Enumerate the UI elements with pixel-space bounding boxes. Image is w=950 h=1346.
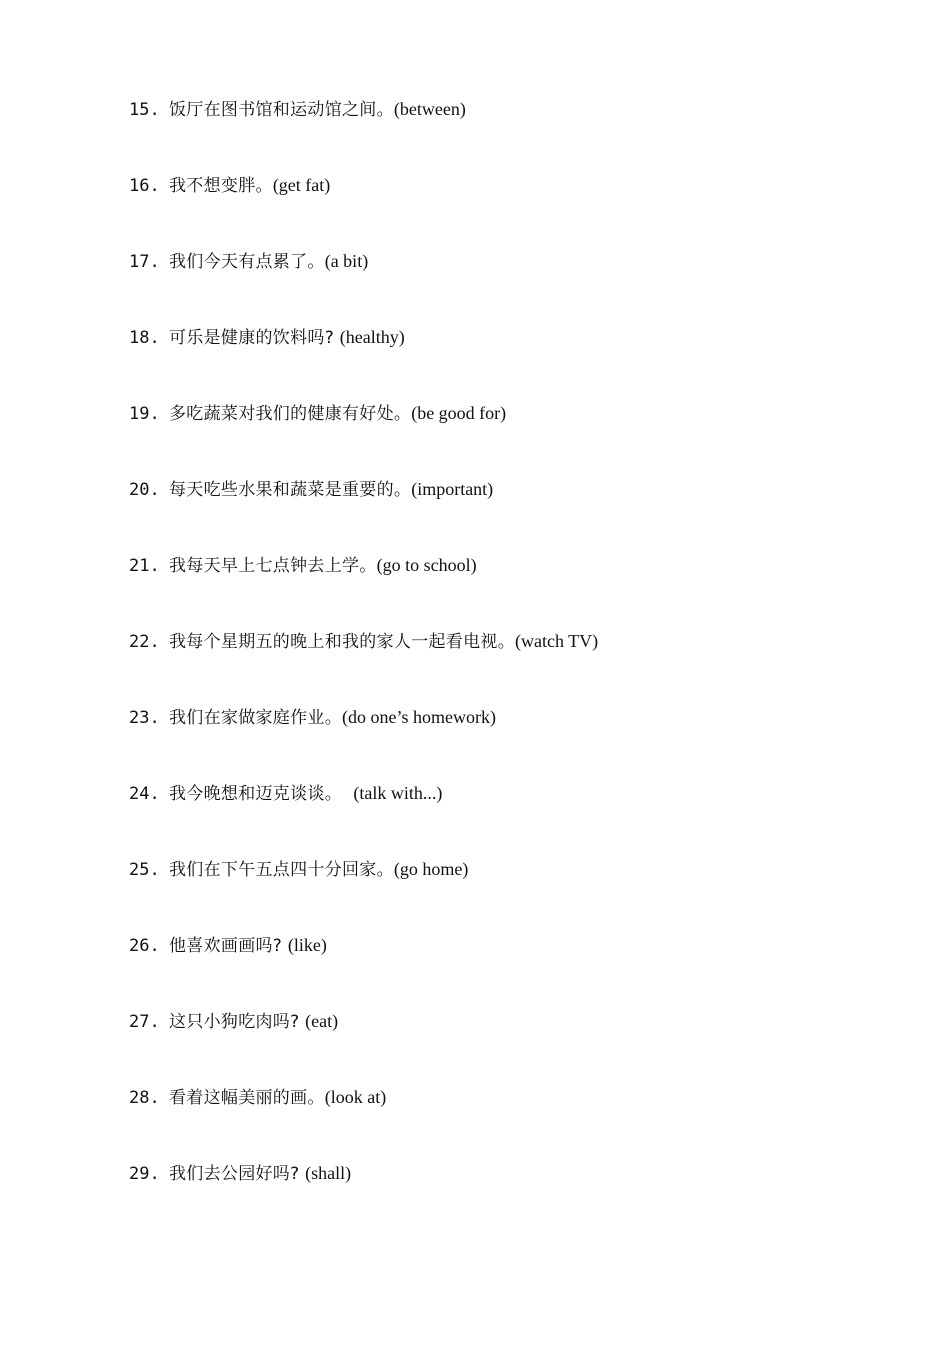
item-number: 28. — [129, 1088, 160, 1108]
exercise-item-23 — [129, 705, 496, 729]
item-number: 21. — [129, 556, 160, 576]
english-hint: (eat) — [305, 1011, 339, 1031]
english-hint: (watch TV) — [515, 631, 599, 651]
item-number: 23. — [129, 708, 160, 728]
english-hint: (a bit) — [324, 251, 369, 271]
chinese-sentence: 我们今天有点累了。 — [169, 252, 325, 272]
exercise-item-27 — [129, 1009, 338, 1033]
english-hint: (look at) — [324, 1087, 387, 1107]
chinese-sentence: 我们在家做家庭作业。 — [169, 708, 342, 728]
chinese-sentence: 每天吃些水果和蔬菜是重要的。 — [169, 480, 412, 500]
item-number: 16. — [129, 176, 160, 196]
item-number: 15. — [129, 100, 160, 120]
item-number: 20. — [129, 480, 160, 500]
exercise-item-28 — [129, 1085, 386, 1109]
item-number: 22. — [129, 632, 160, 652]
chinese-sentence: 我每天早上七点钟去上学。 — [169, 556, 377, 576]
chinese-sentence: 我们在下午五点四十分回家。 — [169, 860, 394, 880]
item-number: 19. — [129, 404, 160, 424]
english-hint: (go home) — [393, 859, 469, 879]
exercise-item-25 — [129, 857, 468, 881]
exercise-item-21 — [129, 553, 477, 577]
item-number: 29. — [129, 1164, 160, 1184]
exercise-item-19 — [129, 401, 506, 425]
english-hint: (be good for) — [411, 403, 507, 423]
chinese-sentence: 看着这幅美丽的画。 — [169, 1088, 325, 1108]
exercise-item-20 — [129, 477, 493, 501]
chinese-sentence: 我今晚想和迈克谈谈。 — [169, 784, 354, 804]
exercise-item-16 — [129, 173, 330, 197]
english-hint: (go to school) — [376, 555, 477, 575]
item-number: 27. — [129, 1012, 160, 1032]
item-number: 24. — [129, 784, 160, 804]
exercise-item-18 — [129, 325, 405, 349]
chinese-sentence: 他喜欢画画吗? — [169, 936, 288, 956]
english-hint: (shall) — [305, 1163, 352, 1183]
english-hint: (get fat) — [272, 175, 331, 195]
english-hint: (like) — [287, 935, 327, 955]
item-number: 17. — [129, 252, 160, 272]
chinese-sentence: 我不想变胖。 — [169, 176, 273, 196]
exercise-item-22 — [129, 629, 598, 653]
english-hint: (important) — [411, 479, 494, 499]
exercise-item-29 — [129, 1161, 351, 1185]
chinese-sentence: 我每个星期五的晚上和我的家人一起看电视。 — [169, 632, 515, 652]
chinese-sentence: 我们去公园好吗? — [169, 1164, 306, 1184]
item-number: 25. — [129, 860, 160, 880]
english-hint: (do one’s homework) — [342, 707, 496, 727]
chinese-sentence: 饭厅在图书馆和运动馆之间。 — [169, 100, 394, 120]
exercise-item-15 — [129, 97, 466, 121]
chinese-sentence: 多吃蔬菜对我们的健康有好处。 — [169, 404, 412, 424]
exercise-item-26 — [129, 933, 327, 957]
english-hint: (healthy) — [339, 327, 405, 347]
english-hint: (talk with...) — [353, 783, 443, 803]
exercise-item-24 — [129, 781, 442, 805]
item-number: 18. — [129, 328, 160, 348]
item-number: 26. — [129, 936, 160, 956]
english-hint: (between) — [393, 99, 466, 119]
chinese-sentence: 这只小狗吃肉吗? — [169, 1012, 306, 1032]
exercise-item-17 — [129, 249, 368, 273]
chinese-sentence: 可乐是健康的饮料吗? — [169, 328, 340, 348]
